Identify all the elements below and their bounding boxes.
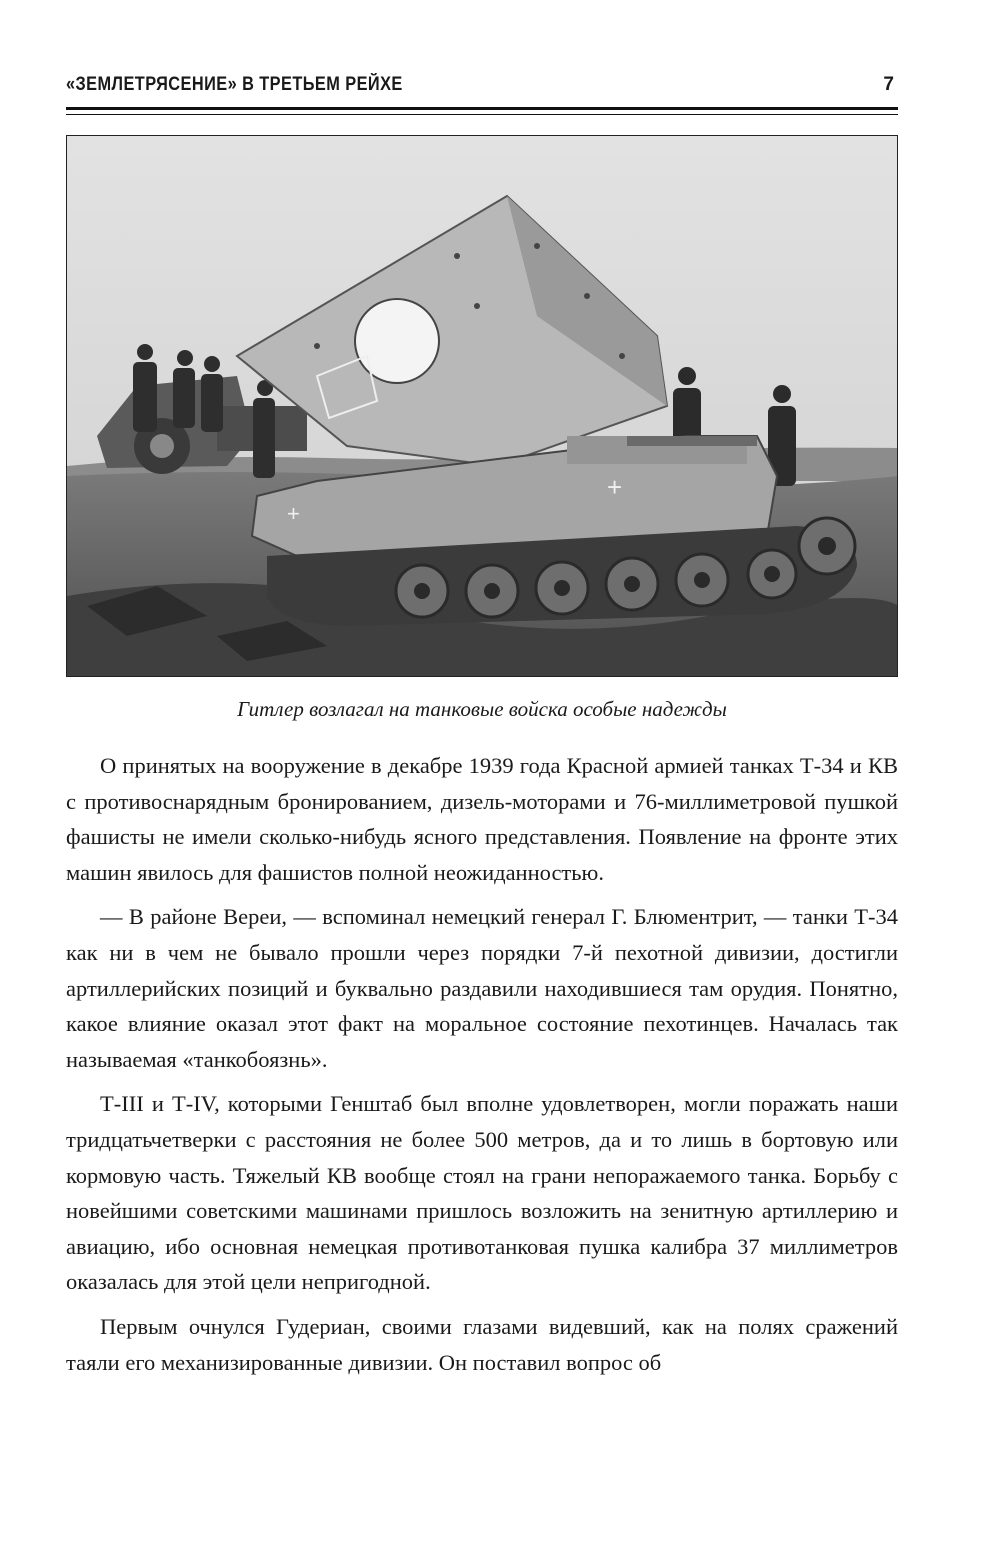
- header-rule-thick: [66, 107, 898, 110]
- paragraph-2: — В районе Вереи, — вспоминал немецкий генерал Г. Блюментрит, — танки Т-34 как ни в чем не бывало прошли через порядки 7-й пехотной дивизии, достигли артиллерийских позиций и буквально раздавили находившиеся там орудия. Понятно, какое влияние оказал этот факт на моральное состояние пехотинцев. Началась так называемая «танкобоязнь».: [66, 904, 898, 1072]
- gun-barrel: [627, 436, 757, 446]
- paragraph-1: О принятых на вооружение в декабре 1939 года Красной армией танках Т-34 и КВ с противоснарядным бронированием, дизель-моторами и 76-миллиметровой пушкой фашисты не имели сколько-нибудь ясного представления. Появление на фронте этих машин явилось для фашистов полной неожиданностью.: [66, 753, 898, 885]
- tank-photograph: [66, 135, 898, 677]
- chapter-title: «ЗЕМЛЕТРЯСЕНИЕ» В ТРЕТЬЕМ РЕЙХЕ: [66, 74, 403, 95]
- paragraph-4: Первым очнулся Гудериан, своими глазами видевший, как на полях сражений таяли его механизированные дивизии. Он поставил вопрос об: [66, 1313, 898, 1375]
- cross-marking: +: [607, 472, 623, 502]
- gun-port-hole: [355, 299, 439, 383]
- paragraph-3: Т-III и Т-IV, которыми Генштаб был вполне удовлетворен, могли поражать наши тридцатьчетверки с расстояния не более 500 метров, да и то лишь в бортовую или кормовую часть. Тяжелый КВ вообще стоял на грани непоражаемого танка. Борьбу с новейшими советскими машинами пришлось возложить на зенитную артиллерию и авиацию, ибо основная немецкая противотанковая пушка калибра 37 миллиметров оказалась для этой цели непригодной.: [66, 1091, 898, 1295]
- header-rule-thin: [66, 114, 898, 115]
- body-text: [66, 748, 898, 1389]
- page-number: 7: [883, 74, 894, 95]
- running-header: [66, 74, 896, 104]
- photo-caption: Гитлер возлагал на танковые войска особые надежды: [237, 697, 727, 721]
- svg-text:+: +: [287, 501, 300, 526]
